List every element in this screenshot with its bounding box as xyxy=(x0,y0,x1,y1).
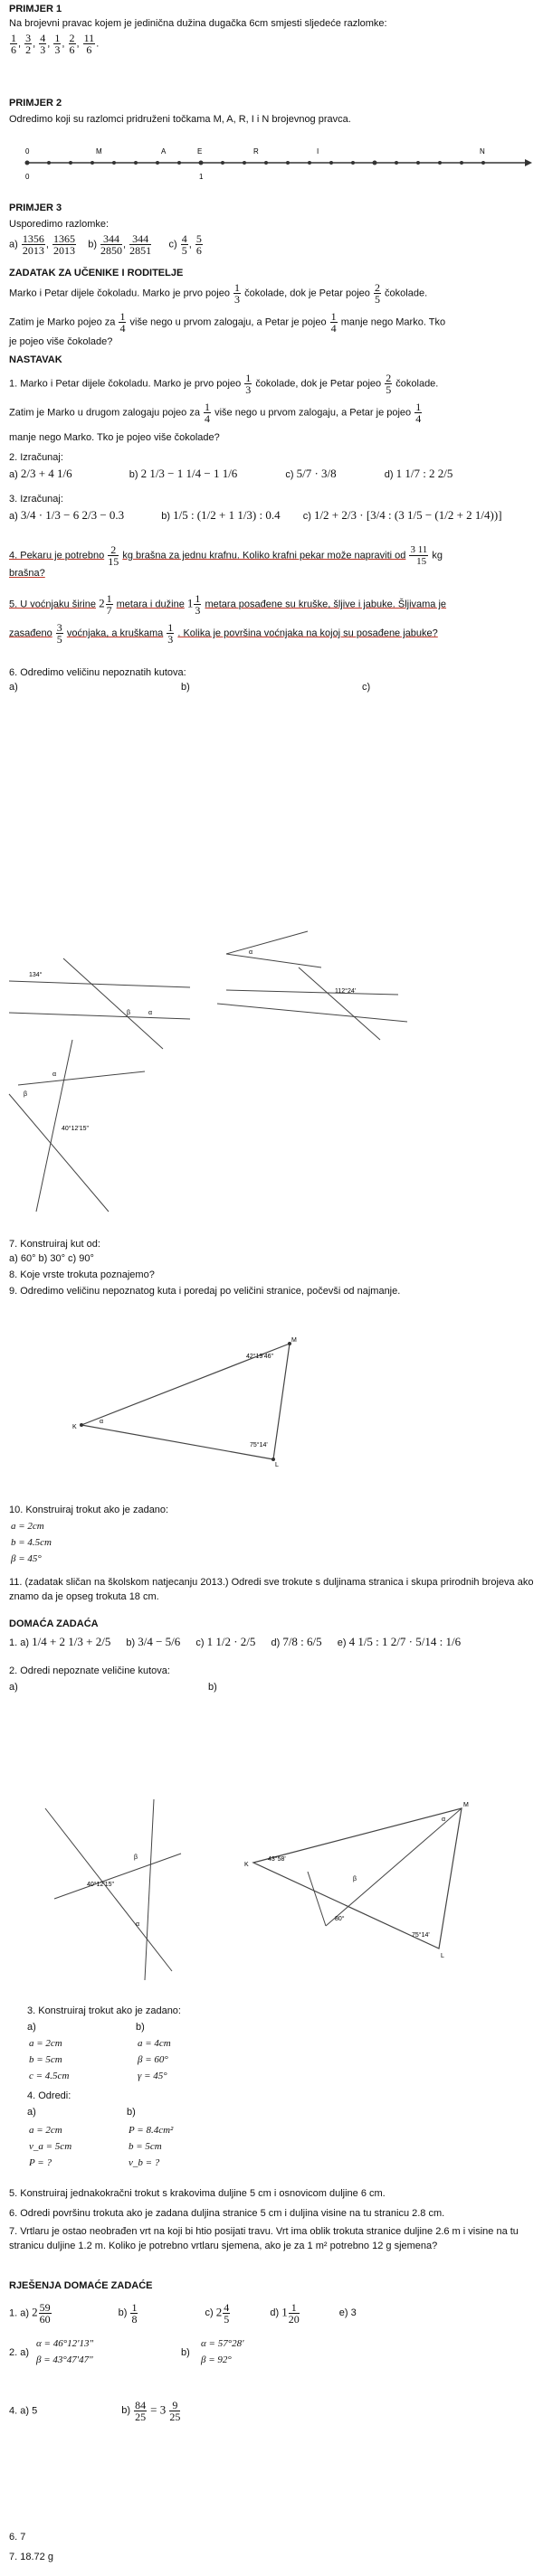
svg-text:112°24': 112°24' xyxy=(335,988,357,995)
svg-text:40°12'15": 40°12'15" xyxy=(62,1126,89,1132)
nastavak-z7-items: a) 60° b) 30° c) 90° xyxy=(9,1253,94,1264)
primjer2-title: PRIMJER 2 xyxy=(9,98,62,109)
nastavak-z5-line1: 5. U voćnjaku širine 2 $\frac{1}{7}$ metara i dužine 1 $\frac{1}{3}$ metara posađene su kruške, šljive i jabuke. Šljivama je xyxy=(9,592,447,617)
number-line xyxy=(9,145,534,186)
nastavak-z1-line3: manje nego Marko. Tko je pojeo više čokolade? xyxy=(9,432,220,443)
svg-text:134°: 134° xyxy=(29,972,43,978)
r2b-val: α = 57°28' xyxy=(201,2338,244,2349)
primjer3-compare: a) $\frac{1356}{2013}$ , $\frac{1365}{2013}$ b) $\frac{344}{2850}$ , $\frac{344}{2851}$ c) $\frac{4}{5}$ , $\frac{5}{6}$ xyxy=(9,232,202,257)
nastavak-z6: 6. Odredimo veličinu nepoznatih kutova: xyxy=(9,667,186,678)
point-label: E xyxy=(197,147,203,156)
r2a-val: β = 43°47'47" xyxy=(36,2354,93,2365)
z9-triangle xyxy=(72,1335,308,1468)
nastavak-z8: 8. Koje vrste trokuta poznajemo? xyxy=(9,1269,155,1280)
fraction: $\frac{2}{6}$ xyxy=(69,32,75,56)
z10-b: b = 4.5cm xyxy=(11,1537,52,1548)
d4a-val: a = 2cm xyxy=(29,2125,62,2136)
d3b-val: β = 60° xyxy=(138,2054,168,2065)
d3b-val: γ = 45° xyxy=(138,2071,167,2081)
svg-text:L: L xyxy=(275,1462,279,1468)
r2a-val: α = 46°12'13" xyxy=(36,2338,94,2349)
svg-text:M: M xyxy=(291,1337,297,1344)
point-label: A xyxy=(161,147,167,156)
domaca-d7: 7. Vrtlaru je ostao neobrađen vrt na koji bi htio posijati travu. Vrt ima oblik trokuta stranice duljine 2.6 m i visine na tu stranicu duljine 1.2 m. Koliko je potrebno vrtlaru sjemena, ako je za 1 m² potrebno 12 g sjemena? xyxy=(9,2226,519,2251)
svg-text:80°: 80° xyxy=(335,1916,345,1922)
primjer2-text: Odredimo koji su razlomci pridruženi točkama M, A, R, I i N brojevnog pravca. xyxy=(9,114,351,125)
svg-text:40°12'15": 40°12'15" xyxy=(87,1882,114,1888)
rjesenja-r6: 6. 7 xyxy=(9,2532,26,2543)
svg-text:75°14': 75°14' xyxy=(412,1932,430,1939)
nastavak-z3: 3. Izračunaj: xyxy=(9,494,63,505)
rjesenja-r1: 1. a) 2 $\frac{59}{60}$ b) $\frac{1}{8}$ c) 2 $\frac{4}{5}$ d) 1 $\frac{1}{20}$ e) 3 xyxy=(9,2301,357,2326)
d4b-val: b = 5cm xyxy=(129,2141,162,2152)
zadatak-line1: Marko i Petar dijele čokoladu. Marko je prvo pojeo $\frac{1}{3}$ čokolade, dok je Petar pojeo $\frac{2}{5}$ čokolade. xyxy=(9,281,428,306)
nastavak-z2-items: a) 2/3 + 4 1/6 b) 2 1/3 − 1 1/4 − 1 1/6 c) 5/7 · 3/8 d) 1 1/7 : 2 2/5 xyxy=(9,467,453,480)
d2-label-a: a) xyxy=(9,1682,18,1693)
point-label: N xyxy=(480,147,485,156)
svg-text:β: β xyxy=(353,1876,357,1882)
d4b-val: v_b = ? xyxy=(129,2157,160,2168)
nastavak-title: NASTAVAK xyxy=(9,354,62,365)
d4a-val: v_a = 5cm xyxy=(29,2141,72,2152)
d3a-val: b = 5cm xyxy=(29,2054,62,2065)
svg-text:α: α xyxy=(148,1010,153,1016)
point-label: 0 xyxy=(25,147,30,156)
domaca-d2: 2. Odredi nepoznate veličine kutova: xyxy=(9,1665,170,1676)
zadatak-line3: je pojeo više čokolade? xyxy=(9,336,113,347)
zadatak-title: ZADATAK ZA UČENIKE I RODITELJE xyxy=(9,268,184,278)
domaca-d4: 4. Odredi: xyxy=(27,2090,71,2101)
svg-text:α: α xyxy=(249,949,253,956)
nastavak-z10: 10. Konstruiraj trokut ako je zadano: xyxy=(9,1505,169,1515)
fraction: $\frac{4}{3}$ xyxy=(40,32,46,56)
r2b-val: β = 92° xyxy=(201,2354,232,2365)
domaca-title: DOMAĆA ZADAĆA xyxy=(9,1618,99,1629)
z6-diagrams xyxy=(9,940,534,1221)
nastavak-z9: 9. Odredimo veličinu nepoznatog kuta i poredaj po veličini stranice, počevši od najmanje. xyxy=(9,1286,401,1297)
svg-text:β: β xyxy=(134,1854,138,1861)
d3b-val: a = 4cm xyxy=(138,2038,171,2049)
rjesenja-r4: 4. a) 5 b) $\frac{84}{25}$ = 3 $\frac{9}{25}$ xyxy=(9,2399,181,2423)
svg-text:43°58': 43°58' xyxy=(268,1856,286,1863)
rjesenja-title: RJEŠENJA DOMAĆE ZADAĆE xyxy=(9,2280,153,2291)
domaca-d3: 3. Konstruiraj trokut ako je zadano: xyxy=(27,2005,181,2016)
d4b-val: P = 8.4cm² xyxy=(129,2125,174,2136)
d3-label-a: a) xyxy=(27,2022,36,2033)
zadatak-line2: Zatim je Marko pojeo za $\frac{1}{4}$ više nego u prvom zalogaju, a Petar je pojeo $\frac{1}{4}$ manje nego Marko. Tko xyxy=(9,310,446,335)
d4-label-b: b) xyxy=(127,2107,136,2118)
d2-label-b: b) xyxy=(208,1682,217,1693)
svg-text:42°19'46": 42°19'46" xyxy=(246,1354,273,1360)
nastavak-z1-line1: 1. Marko i Petar dijele čokoladu. Marko je prvo pojeo $\frac{1}{3}$ čokolade, dok je Petar pojeo $\frac{2}{5}$ čokolade. xyxy=(9,372,439,396)
z10-beta: β = 45° xyxy=(11,1553,42,1564)
point-label: M xyxy=(96,147,102,156)
nastavak-z11: 11. (zadatak sličan na školskom natjecanju 2013.) Odredi sve trokute s duljinama stranica i skupa prirodnih brojeva ako znamo da je opseg trokuta 18 cm. xyxy=(9,1577,534,1602)
primjer1-text: Na brojevni pravac kojem je jedinična dužina dugačka 6cm smjesti sljedeće razlomke: xyxy=(9,18,387,29)
z10-a: a = 2cm xyxy=(11,1521,44,1532)
svg-text:β: β xyxy=(127,1010,131,1016)
d3a-val: a = 2cm xyxy=(29,2038,62,2049)
point-label: I xyxy=(317,147,319,156)
tick-label: 1 xyxy=(199,173,204,181)
primjer1-title: PRIMJER 1 xyxy=(9,4,62,14)
fraction: $\frac{11}{6}$ xyxy=(83,32,95,56)
svg-text:M: M xyxy=(463,1802,469,1808)
svg-text:L: L xyxy=(441,1953,444,1959)
nastavak-z7: 7. Konstruiraj kut od: xyxy=(9,1239,100,1250)
d2-diagrams xyxy=(36,1799,543,1980)
rjesenja-r7: 7. 18.72 g xyxy=(9,2552,53,2562)
d3a-val: c = 4.5cm xyxy=(29,2071,70,2081)
primjer3-text: Usporedimo razlomke: xyxy=(9,219,110,230)
fraction: $\frac{1}{6}$ xyxy=(11,32,16,56)
nastavak-z5-line2: zasađeno $\frac{3}{5}$ voćnjaka, a kruškama $\frac{1}{3}$ . Kolika je površina voćnjaka na kojoj su posađene jabuke? xyxy=(9,621,438,646)
point-label: R xyxy=(253,147,259,156)
rjesenja-r2b-label: b) xyxy=(181,2347,190,2358)
primjer1-fractions: $\frac{1}{6}$ , $\frac{3}{2}$ , $\frac{4}{3}$ , $\frac{1}{3}$ , $\frac{2}{6}$ , $\frac{11}{6}$ . xyxy=(11,32,100,56)
z6-label-b: b) xyxy=(181,682,190,693)
z6-label-c: c) xyxy=(362,682,371,693)
d4-label-a: a) xyxy=(27,2107,36,2118)
svg-text:75°14': 75°14' xyxy=(250,1442,268,1448)
d4a-val: P = ? xyxy=(29,2157,52,2168)
z6-label-a: a) xyxy=(9,682,18,693)
nastavak-z2: 2. Izračunaj: xyxy=(9,452,63,463)
d3-label-b: b) xyxy=(136,2022,145,2033)
domaca-d6: 6. Odredi površinu trokuta ako je zadana duljina stranice 5 cm i duljina visine na tu stranicu 2.8 cm. xyxy=(9,2208,445,2219)
svg-text:α: α xyxy=(52,1071,57,1078)
nastavak-z4: 4. Pekaru je potrebno $\frac{2}{15}$ kg brašna za jednu krafnu. Koliko krafni pekar može napraviti od $\frac{3 11}{15}$ kg xyxy=(9,543,443,568)
svg-text:K: K xyxy=(72,1424,77,1430)
svg-text:α: α xyxy=(136,1921,140,1928)
primjer3-title: PRIMJER 3 xyxy=(9,203,62,213)
nastavak-z1-line2: Zatim je Marko u drugom zalogaju pojeo za $\frac{1}{4}$ više nego u prvom zalogaju, a Petar je pojeo $\frac{1}{4}$ xyxy=(9,401,422,425)
rjesenja-r2-label: 2. a) xyxy=(9,2347,30,2358)
domaca-d5: 5. Konstruiraj jednakokračni trokut s krakovima duljine 5 cm i osnovicom duljine 6 cm. xyxy=(9,2188,386,2199)
fraction: $\frac{3}{2}$ xyxy=(25,32,32,56)
svg-text:K: K xyxy=(244,1862,249,1868)
svg-text:β: β xyxy=(24,1091,28,1098)
nastavak-z3-items: a) 3/4 · 1/3 − 6 2/3 − 0.3 b) 1/5 : (1/2 + 1 1/3) : 0.4 c) 1/2 + 2/3 · [3/4 : (3 1/5 − (1/2 + 2 1/4))] xyxy=(9,508,502,522)
domaca-d1: 1. a) 1/4 + 2 1/3 + 2/5 b) 3/4 − 5/6 c) 1 1/2 · 2/5 d) 7/8 : 6/5 e) 4 1/5 : 1 2/7 · 5/14 : 1/6 xyxy=(9,1635,462,1648)
fraction: $\frac{1}{3}$ xyxy=(54,32,61,56)
tick-label: 0 xyxy=(25,173,30,181)
svg-text:α: α xyxy=(442,1816,446,1823)
nastavak-z4-end: brašna? xyxy=(9,568,45,579)
svg-text:α: α xyxy=(100,1419,104,1425)
